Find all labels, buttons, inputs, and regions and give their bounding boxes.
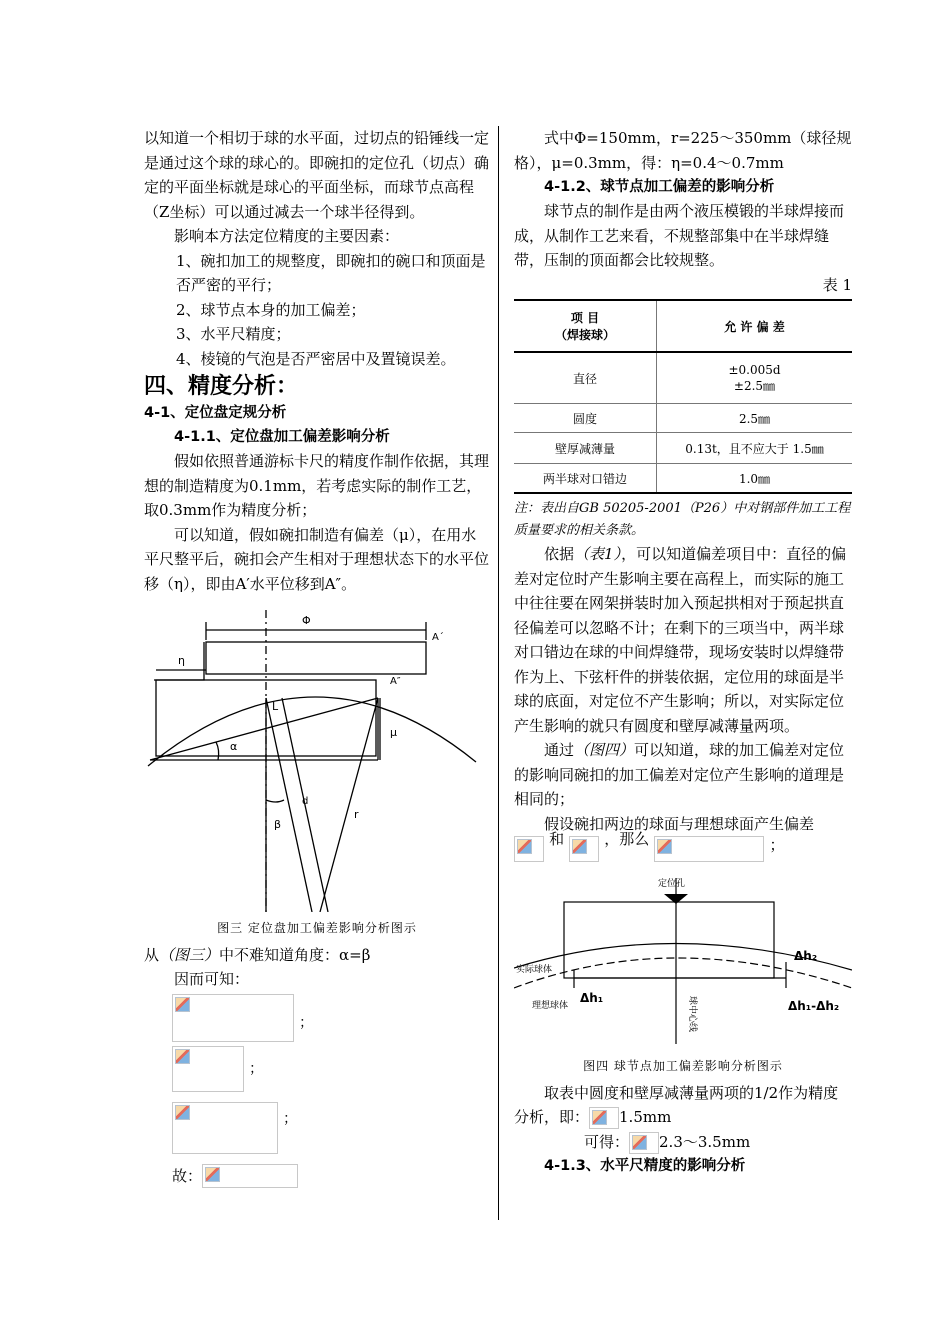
precision-paragraph: 假如依照普通游标卡尺的精度作制作依据，其理想的制造精度为0.1mm，若考虑实际的制作工艺，取0.3mm作为精度分析； [144,452,490,519]
label-dh1: Δh₁ [580,991,604,1005]
assume-paragraph: 假设碗扣两边的球面与理想球面产生偏差 [544,814,815,833]
label-a1: A´ [432,632,444,643]
broken-image-icon [517,839,532,854]
ideal-block [206,642,426,674]
broken-image-icon [175,1105,190,1120]
label-d: d [302,796,309,807]
formula-image-9 [629,1132,659,1154]
figure-4-diagram [514,874,852,1050]
tolerance-table [514,299,852,494]
factors-intro: 影响本方法定位精度的主要因素： [174,227,400,245]
label-actual-sphere: 实际球体 [516,965,553,975]
tilted-plane-line [150,698,378,760]
formula-image-2 [172,1046,244,1092]
right-column [514,126,852,1178]
figure-3 [144,600,490,912]
figure-4-reference-paragraph: 通过（图四）可以知道，球的加工偏差对定位的影响同碗扣的加工偏差对定位产生影响的道理是相同的； [514,741,845,808]
label-mu: μ [390,726,397,739]
figure-4-caption: 图四 球节点加工偏差影响分析图示 [583,1059,783,1073]
positioning-plate [564,902,774,978]
assume-formulas: 和 ，那么 ； [514,836,852,864]
factor-item-3: 3、水平尺精度； [176,325,291,343]
label-center-line: 球中心线 [687,996,697,1033]
left-paragraph-1: 以知道一个相切于球的水平面，过切点的铅锤线一定是通过这个球的球心的。即碗扣的定位孔（切点）确定的平面坐标就是球心的平面坐标，而球节点高程（Z坐标）可以通过减去一个球半径得到。 [144,129,490,221]
factor-item-1: 1、碗扣加工的规整度，即碗扣的碗口和顶面是否严密的平行； [176,251,486,294]
table-header-item: 项 目 （焊接球） [514,300,657,352]
table-header-tolerance: 允 许 偏 差 [657,300,853,352]
label-alpha: α [230,740,238,753]
subsection-heading-4-1-2: 4-1.2、球节点加工偏差的影响分析 [544,179,775,195]
label-a2: A″ [390,676,401,687]
ball-node-paragraph: 球节点的制作是由两个液压模锻的半球焊接而成，从制作工艺来看，不规整部集中在半球焊缝带，压制的顶面都会比较规整。 [514,202,845,269]
formula-image-7 [654,836,764,862]
column-divider [498,126,499,1220]
label-beta: β [274,818,282,831]
label-dh2: Δh₂ [794,949,818,963]
analysis-paragraph: 依据（表1），可以知道偏差项目中：直径的偏差对定位时产生影响主要在高程上，而实际的施工中往往要在网架拼装时加入预起拱相对于预起拱直径偏差可以忽略不计；在剩下的三项当中，两半球对口错边在球的中间焊缝带，现场安装时以焊缝带作为上、下弦杆件的拼装依据，定位用的球面是半球的底面，对定位不产生影响；所以，对实际定位产生影响的就只有圆度和壁厚减薄量两项。 [514,545,847,735]
factor-item-2: 2、球节点本身的加工偏差； [176,300,366,319]
formula-3: ； [144,1102,490,1154]
deviation-paragraph: 可以知道，假如碗扣制造有偏差（μ），在用水平尺整平后，碗扣会产生相对于理想状态下的水平位移（η），即由A′水平位移到A″。 [144,525,490,593]
label-r: r [354,808,359,821]
formula-image-6 [569,836,599,862]
broken-image-icon [175,997,190,1012]
table-row: 直径 ±0.005d ±2.5㎜ [514,352,852,404]
broken-image-icon [175,1049,190,1064]
take-half-paragraph: 取表中圆度和壁厚减薄量两项的1/2作为精度分析，即： 1.5mm [514,1081,852,1130]
label-hole: 定位孔 [658,879,686,889]
figure-4 [514,874,852,1050]
broken-image-icon [592,1110,607,1125]
subsection-heading-4-1-1: 4-1.1、定位盘加工偏差影响分析 [174,429,390,445]
table-row: 圆度 2.5㎜ [514,404,852,433]
label-ideal-sphere: 理想球体 [532,1001,569,1011]
table-note: 注：表出自GB 50205-2001（P26）中对钢部件加工工程质量要求的相关条款。 [514,501,851,538]
label-phi: Φ [302,614,311,627]
figure-3-diagram [144,600,490,912]
formula-image-3 [172,1102,278,1154]
label-eta: η [178,654,185,667]
formula-2: ； [144,1046,490,1092]
formula-values: 式中Φ=150mm，r=225～350mm（球径规格），μ=0.3mm，得：η=0.4～0.7mm [514,129,852,172]
figure-3-caption: 图三 定位盘加工偏差影响分析图示 [217,921,417,935]
radius-line [320,698,378,912]
formula-image-5 [514,836,544,862]
table-row: 两半球对口错边 1.0㎜ [514,464,852,494]
formula-image-8 [589,1107,619,1129]
angle-line: 从（图三）中不难知道角度：α=β [144,945,371,964]
broken-image-icon [572,839,587,854]
formula-image-4 [202,1164,298,1188]
table-label: 表 1 [822,275,852,294]
broken-image-icon [205,1167,220,1182]
factor-item-4: 4、棱镜的气泡是否严密居中及置镜误差。 [176,349,456,368]
table-row: 壁厚减薄量 0.13t，且不应大于 1.5㎜ [514,433,852,464]
broken-image-icon [632,1135,647,1150]
thus-line: 因而可知： [174,970,250,988]
label-dh1-dh2: Δh₁-Δh₂ [788,999,840,1013]
subsection-heading-4-1: 4-1、定位盘定规分析 [144,405,287,421]
section-heading: 四、精度分析： [144,374,299,399]
formula-image-1 [172,994,294,1042]
therefore-line: 故： [144,1164,490,1189]
formula-1: ； [144,994,490,1042]
result-line: 可得： 2.3～3.5mm [514,1130,852,1155]
subsection-heading-4-1-3: 4-1.3、水平尺精度的影响分析 [544,1158,746,1174]
label-l: L [272,700,279,713]
left-column [144,126,490,1188]
broken-image-icon [657,839,672,854]
